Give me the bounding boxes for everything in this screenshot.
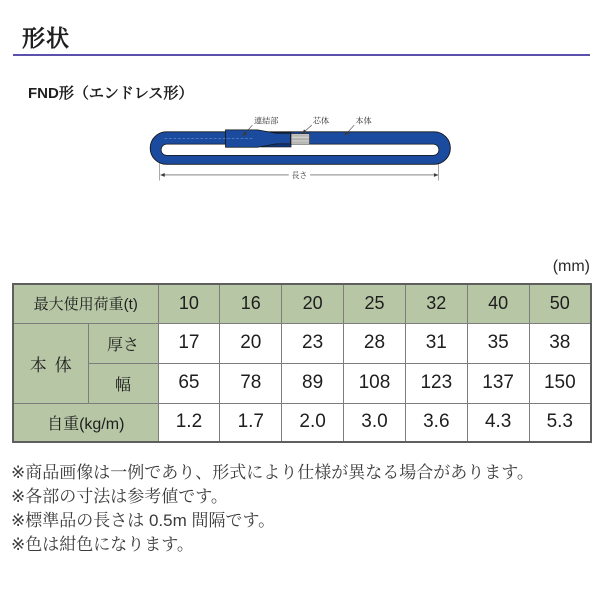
sling-diagram bbox=[0, 110, 600, 250]
body-label: 本体 bbox=[355, 116, 372, 126]
core-label: 芯体 bbox=[312, 116, 330, 126]
width-value: 123 bbox=[405, 363, 467, 403]
weight-value: 3.6 bbox=[405, 403, 467, 442]
body-group-cell: 本体 bbox=[13, 323, 88, 403]
capacity-value: 50 bbox=[529, 284, 591, 323]
footnote-line: ※色は紺色になります。 bbox=[11, 535, 194, 554]
thickness-label-cell: 厚さ bbox=[88, 323, 158, 363]
thickness-value: 38 bbox=[529, 323, 591, 363]
thickness-value: 20 bbox=[220, 323, 282, 363]
table-row-thickness bbox=[13, 323, 591, 363]
weight-value: 2.0 bbox=[282, 403, 344, 442]
connector-label: 連結部 bbox=[254, 116, 279, 126]
width-value: 89 bbox=[282, 363, 344, 403]
footnotes bbox=[11, 461, 596, 557]
footnote-line: ※商品画像は一例であり、形式により仕様が異なる場合があります。 bbox=[11, 463, 534, 482]
capacity-value: 40 bbox=[467, 284, 529, 323]
width-value: 108 bbox=[344, 363, 406, 403]
core-section bbox=[291, 134, 309, 144]
footnote-line: ※各部の寸法は参考値です。 bbox=[11, 487, 228, 506]
width-value: 137 bbox=[467, 363, 529, 403]
title-underline bbox=[13, 54, 590, 56]
weight-header-cell: 自重(kg/m) bbox=[13, 403, 158, 442]
capacity-value: 10 bbox=[158, 284, 220, 323]
capacity-value: 32 bbox=[405, 284, 467, 323]
width-value: 65 bbox=[158, 363, 220, 403]
page-title: 形状 bbox=[22, 25, 70, 51]
length-dimension bbox=[161, 171, 438, 180]
thickness-value: 17 bbox=[158, 323, 220, 363]
unit-label: (mm) bbox=[552, 258, 590, 275]
weight-value: 1.2 bbox=[158, 403, 220, 442]
thickness-value: 31 bbox=[405, 323, 467, 363]
thickness-value: 35 bbox=[467, 323, 529, 363]
table-row-width bbox=[13, 363, 591, 403]
width-value: 150 bbox=[529, 363, 591, 403]
weight-value: 1.7 bbox=[220, 403, 282, 442]
length-label: 長さ bbox=[291, 170, 308, 180]
model-subtitle: FND形（エンドレス形） bbox=[28, 85, 194, 102]
capacity-value: 16 bbox=[220, 284, 282, 323]
table-row-weight bbox=[13, 403, 591, 442]
table-row-capacity bbox=[13, 284, 591, 323]
weight-value: 5.3 bbox=[529, 403, 591, 442]
thickness-value: 28 bbox=[344, 323, 406, 363]
weight-value: 4.3 bbox=[467, 403, 529, 442]
capacity-header-cell: 最大使用荷重(t) bbox=[13, 284, 158, 323]
capacity-value: 25 bbox=[344, 284, 406, 323]
thickness-value: 23 bbox=[282, 323, 344, 363]
footnote-line: ※標準品の長さは 0.5m 間隔です。 bbox=[11, 511, 276, 530]
capacity-value: 20 bbox=[282, 284, 344, 323]
weight-value: 3.0 bbox=[344, 403, 406, 442]
spec-table bbox=[12, 283, 592, 443]
width-value: 78 bbox=[220, 363, 282, 403]
width-label-cell: 幅 bbox=[88, 363, 158, 403]
